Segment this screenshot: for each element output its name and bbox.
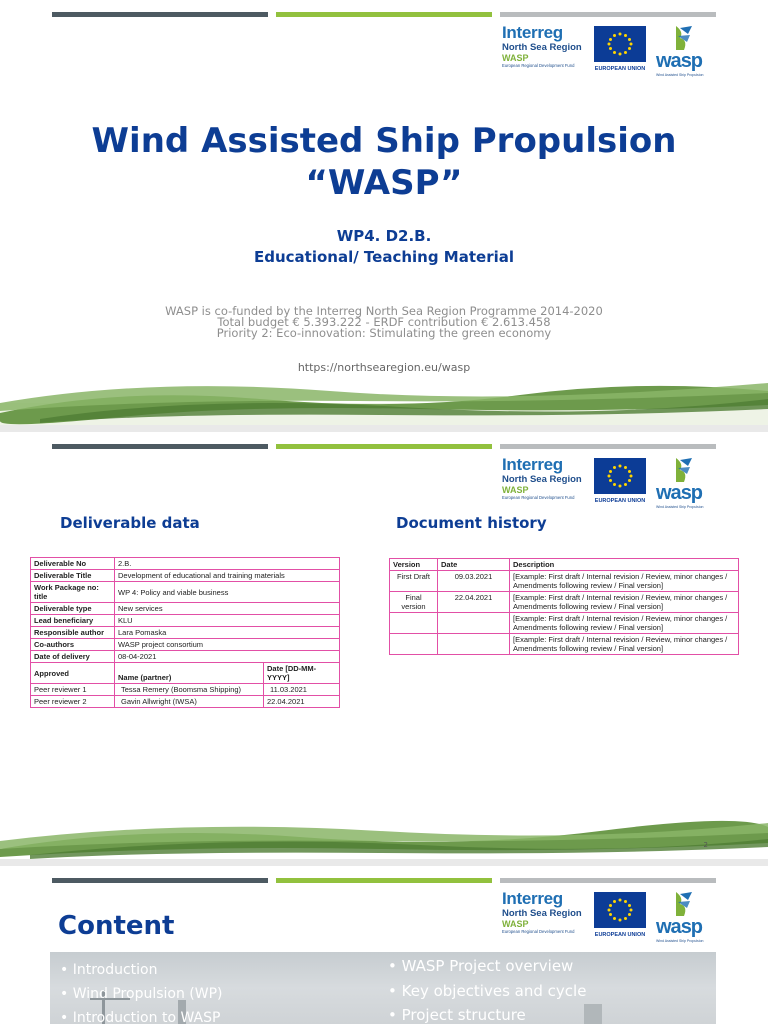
row-key: Lead beneficiary — [31, 615, 115, 627]
wasp-logo — [654, 24, 716, 80]
table-row — [31, 627, 340, 639]
funding-text — [0, 306, 768, 339]
history-table — [389, 558, 739, 655]
eu-flag-icon — [594, 26, 646, 62]
table-row — [390, 592, 739, 613]
logo-strip — [502, 890, 716, 946]
wasp-word-b: sp — [680, 916, 703, 938]
history-header-date: Date — [438, 559, 510, 571]
wasp-wordmark — [656, 482, 702, 505]
history-description: [Example: First draft / Internal revision / Review, minor changes / Amendments following review / Final version] — [510, 571, 739, 592]
history-heading: Document history — [396, 514, 547, 532]
accent-bar-dark — [52, 878, 268, 883]
wasp-tagline: Wind Assisted Ship Propulsion — [656, 505, 704, 509]
history-date — [438, 613, 510, 634]
wasp-wordmark — [656, 50, 702, 73]
row-value: Development of educational and training materials — [115, 570, 340, 582]
interreg-project: WASP — [502, 485, 529, 495]
row-value: 2.B. — [115, 558, 340, 570]
accent-bar-green — [276, 444, 492, 449]
title-slide — [0, 0, 768, 425]
interreg-fund: European Regional Development Fund — [502, 63, 575, 68]
row-key: Responsible author — [31, 627, 115, 639]
history-header-version: Version — [390, 559, 438, 571]
list-item[interactable]: • Introduction to WASP — [60, 1006, 223, 1024]
row-key: Work Package no: title — [31, 582, 115, 603]
wasp-word-b: sp — [680, 50, 703, 72]
interreg-fund: European Regional Development Fund — [502, 929, 575, 934]
row-value: KLU — [115, 615, 340, 627]
eu-logo — [594, 458, 646, 512]
table-row — [31, 603, 340, 615]
list-item[interactable]: • Introduction — [60, 958, 223, 982]
approval-name: Tessa Remery (Boomsma Shipping) — [115, 684, 264, 696]
table-row — [31, 570, 340, 582]
history-header-row — [390, 559, 739, 571]
history-version — [390, 634, 438, 655]
eu-flag-icon — [594, 458, 646, 494]
page-number: 2 — [703, 841, 708, 849]
row-value: WASP project consortium — [115, 639, 340, 651]
list-item[interactable]: • Wind Propulsion (WP) — [60, 982, 223, 1006]
approval-role: Peer reviewer 1 — [31, 684, 115, 696]
eu-label: EUROPEAN UNION — [594, 498, 646, 504]
history-description: [Example: First draft / Internal revision / Review, minor changes / Amendments following review / Final version] — [510, 613, 739, 634]
row-key: Date of delivery — [31, 651, 115, 663]
deliverable-table — [30, 557, 340, 708]
wasp-wordmark — [656, 916, 702, 939]
grass-banner — [0, 373, 768, 425]
funding-line-2: Total budget € 5.393.222 - ERDF contribution € 2.613.458 — [217, 315, 551, 329]
wasp-logo — [654, 890, 716, 946]
accent-bar-green — [276, 12, 492, 17]
interreg-word: Interreg — [502, 23, 563, 42]
table-row — [31, 696, 340, 708]
interreg-region: North Sea Region — [502, 908, 582, 919]
table-row — [31, 558, 340, 570]
wasp-tagline: Wind Assisted Ship Propulsion — [656, 939, 704, 943]
content-title: Content — [58, 911, 175, 941]
interreg-word: Interreg — [502, 889, 563, 908]
history-version: First Draft — [390, 571, 438, 592]
eu-label: EUROPEAN UNION — [594, 932, 646, 938]
table-row — [390, 634, 739, 655]
wp-line-2: Educational/ Teaching Material — [253, 248, 515, 266]
project-url[interactable]: https://northsearegion.eu/wasp — [297, 361, 471, 374]
approval-date: 22.04.2021 — [264, 696, 340, 708]
history-date: 22.04.2021 — [438, 592, 510, 613]
history-description: [Example: First draft / Internal revision / Review, minor changes / Amendments following review / Final version] — [510, 634, 739, 655]
history-date: 09.03.2021 — [438, 571, 510, 592]
history-date — [438, 634, 510, 655]
row-value: 08-04-2021 — [115, 651, 340, 663]
logo-strip — [502, 24, 716, 80]
interreg-region: North Sea Region — [502, 474, 582, 485]
wasp-word-a: wa — [656, 482, 681, 504]
list-item[interactable]: • Key objectives and cycle — [388, 979, 586, 1004]
table-row — [390, 571, 739, 592]
approval-name: Gavin Allwright (IWSA) — [115, 696, 264, 708]
accent-bar-dark — [52, 444, 268, 449]
table-row — [31, 639, 340, 651]
interreg-project: WASP — [502, 919, 529, 929]
approval-date: 11.03.2021 — [264, 684, 340, 696]
interreg-fund: European Regional Development Fund — [502, 495, 575, 500]
interreg-logo — [502, 890, 588, 946]
content-list-right — [388, 954, 586, 1024]
accent-bar-dark — [52, 12, 268, 17]
content-list-left — [60, 958, 223, 1024]
history-version — [390, 613, 438, 634]
row-value: WP 4: Policy and viable business — [115, 582, 340, 603]
wasp-word-b: sp — [680, 482, 703, 504]
table-row — [31, 684, 340, 696]
interreg-region: North Sea Region — [502, 42, 582, 53]
funding-line-1: WASP is co-funded by the Interreg North Sea Region Programme 2014-2020 — [165, 304, 603, 318]
accent-bar-light — [500, 878, 716, 883]
accent-bar-light — [500, 12, 716, 17]
row-key: Deliverable Title — [31, 570, 115, 582]
wasp-logo — [654, 456, 716, 512]
approval-header-name: Name (partner) — [115, 663, 264, 684]
approval-role: Peer reviewer 2 — [31, 696, 115, 708]
interreg-logo — [502, 24, 588, 80]
row-value: New services — [115, 603, 340, 615]
eu-flag-icon — [594, 892, 646, 928]
rotor-sail-shape — [584, 1004, 602, 1024]
list-item[interactable]: • Project structure — [388, 1003, 586, 1024]
deliverable-slide — [0, 432, 768, 859]
approval-header-row — [31, 663, 340, 684]
history-version: Final version — [390, 592, 438, 613]
content-slide — [0, 866, 768, 1024]
slide-title — [0, 120, 768, 204]
table-row — [390, 613, 739, 634]
row-key: Deliverable type — [31, 603, 115, 615]
row-key: Deliverable No — [31, 558, 115, 570]
title-line-2: “WASP” — [305, 163, 463, 203]
funding-line-3: Priority 2: Eco-innovation: Stimulating the green economy — [216, 326, 552, 340]
wasp-word-a: wa — [656, 916, 681, 938]
history-header-description: Description — [510, 559, 739, 571]
deliverable-heading: Deliverable data — [60, 514, 200, 532]
table-row — [31, 582, 340, 603]
title-line-1: Wind Assisted Ship Propulsion — [91, 121, 677, 161]
eu-logo — [594, 892, 646, 946]
list-item[interactable]: • WASP Project overview — [388, 954, 586, 979]
accent-bar-light — [500, 444, 716, 449]
eu-logo — [594, 26, 646, 80]
history-description: [Example: First draft / Internal revision / Review, minor changes / Amendments following review / Final version] — [510, 592, 739, 613]
interreg-logo — [502, 456, 588, 512]
table-row — [31, 615, 340, 627]
row-key: Co-authors — [31, 639, 115, 651]
approval-header-date: Date [DD-MM-YYYY] — [264, 663, 340, 684]
wasp-tagline: Wind Assisted Ship Propulsion — [656, 73, 704, 77]
approval-header-approved: Approved — [31, 663, 115, 684]
table-row — [31, 651, 340, 663]
wp-line-1: WP4. D2.B. — [336, 227, 432, 245]
grass-banner — [0, 819, 768, 859]
interreg-project: WASP — [502, 53, 529, 63]
wasp-word-a: wa — [656, 50, 681, 72]
work-package-heading — [0, 226, 768, 268]
interreg-word: Interreg — [502, 455, 563, 474]
row-value: Lara Pomaska — [115, 627, 340, 639]
accent-bar-green — [276, 878, 492, 883]
logo-strip — [502, 456, 716, 512]
eu-label: EUROPEAN UNION — [594, 66, 646, 72]
